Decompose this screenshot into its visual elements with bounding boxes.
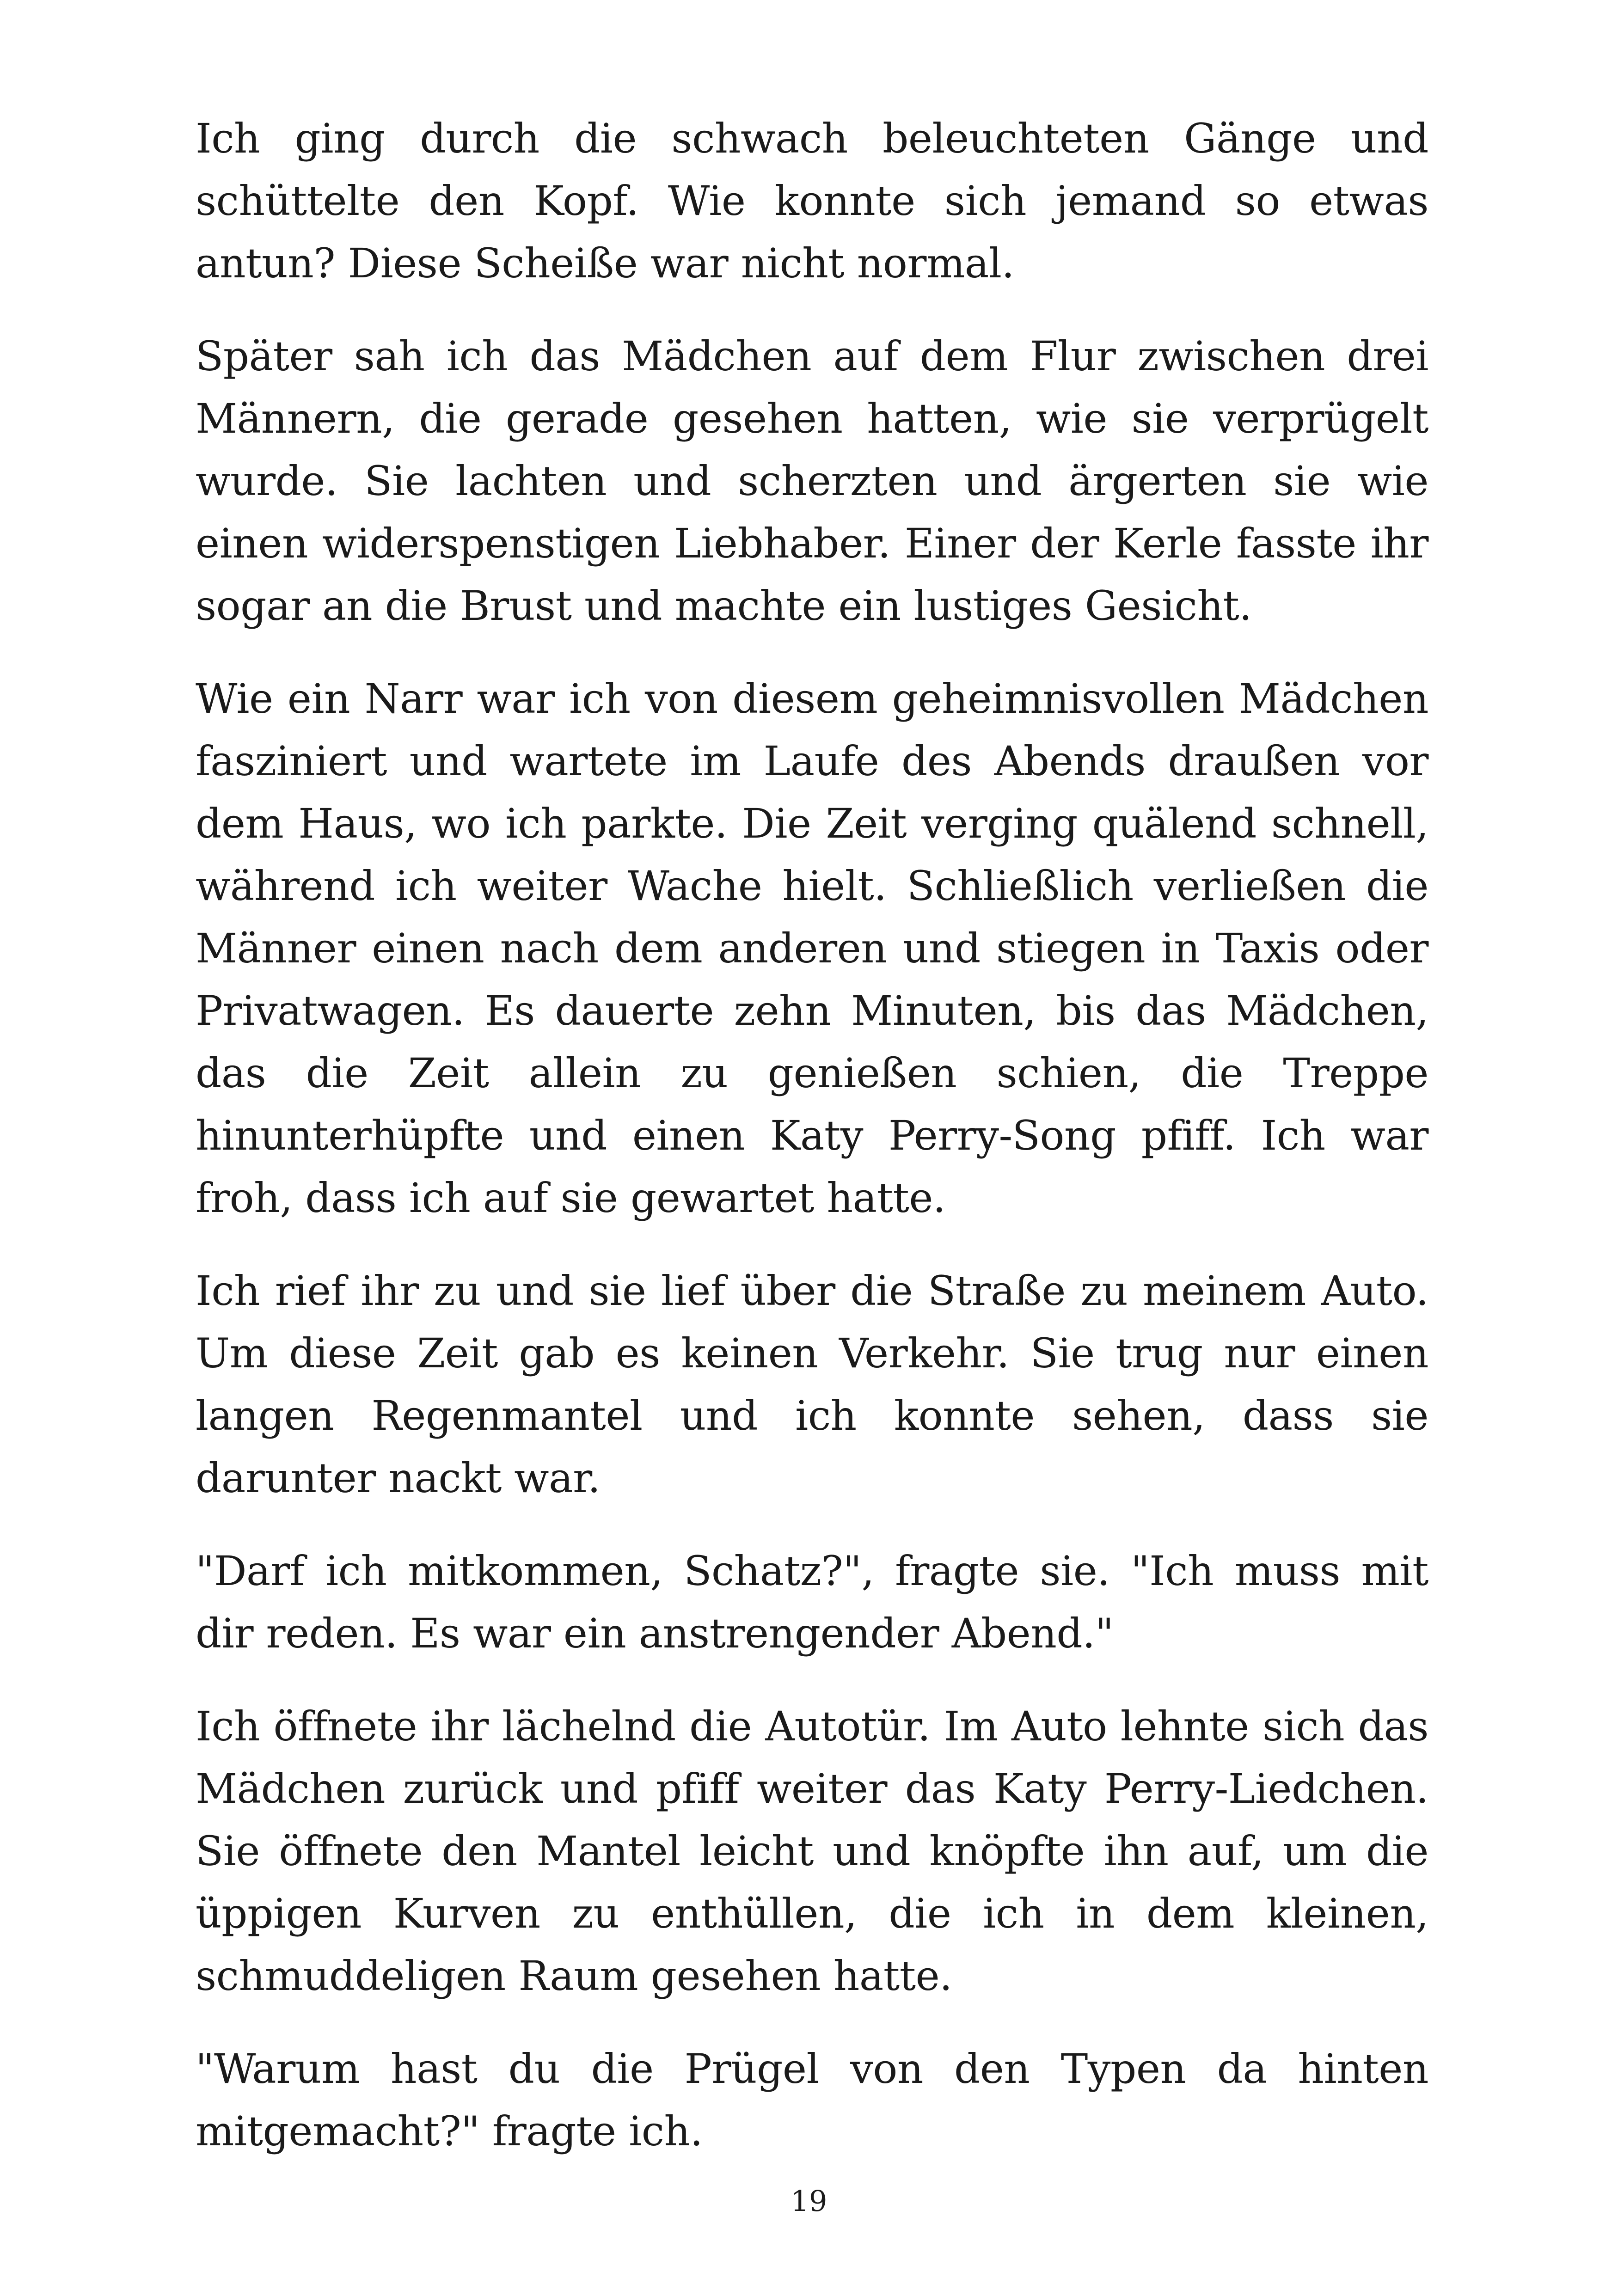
body-text: [196, 107, 1428, 2162]
page-number: 19: [791, 2184, 827, 2218]
paragraph-3: Wie ein Narr war ich von diesem geheimnisvollen Mädchen fasziniert und wartete im Laufe des Abends draußen vor dem Haus, wo ich parkte. Die Zeit verging quälend schnell, während ich weiter Wache hielt. Schließlich verließen die Männer einen nach dem anderen und stiegen in Taxis oder Privatwagen. Es dauerte zehn Minuten, bis das Mädchen, das die Zeit allein zu genießen schien, die Treppe hinunterhüpfte und einen Katy Perry-Song pfiff. Ich war froh, dass ich auf sie gewartet hatte.: [196, 675, 1428, 1222]
paragraph-2: Später sah ich das Mädchen auf dem Flur zwischen drei Männern, die gerade gesehen hatten, wie sie verprügelt wurde. Sie lachten und scherzten und ärgerten sie wie einen widerspenstigen Liebhaber. Einer der Kerle fasste ihr sogar an die Brust und machte ein lustiges Gesicht.: [196, 332, 1428, 630]
paragraph-6: Ich öffnete ihr lächelnd die Autotür. Im Auto lehnte sich das Mädchen zurück und pfiff weiter das Katy Perry-Liedchen. Sie öffnete den Mantel leicht und knöpfte ihn auf, um die üppigen Kurven zu enthüllen, die ich in dem kleinen, schmuddeligen Raum gesehen hatte.: [196, 1702, 1428, 2000]
paragraph-1: Ich ging durch die schwach beleuchteten Gänge und schüttelte den Kopf. Wie konnte sich jemand so etwas antun? Diese Scheiße war nicht normal.: [196, 115, 1428, 287]
paragraph-5: "Darf ich mitkommen, Schatz?", fragte sie. "Ich muss mit dir reden. Es war ein anstrengender Abend.": [196, 1547, 1428, 1657]
paragraph-4: Ich rief ihr zu und sie lief über die Straße zu meinem Auto. Um diese Zeit gab es keinen Verkehr. Sie trug nur einen langen Regenmantel und ich konnte sehen, dass sie darunter nackt war.: [196, 1267, 1428, 1502]
paragraph-7: "Warum hast du die Prügel von den Typen da hinten mitgemacht?" fragte ich.: [196, 2045, 1428, 2155]
